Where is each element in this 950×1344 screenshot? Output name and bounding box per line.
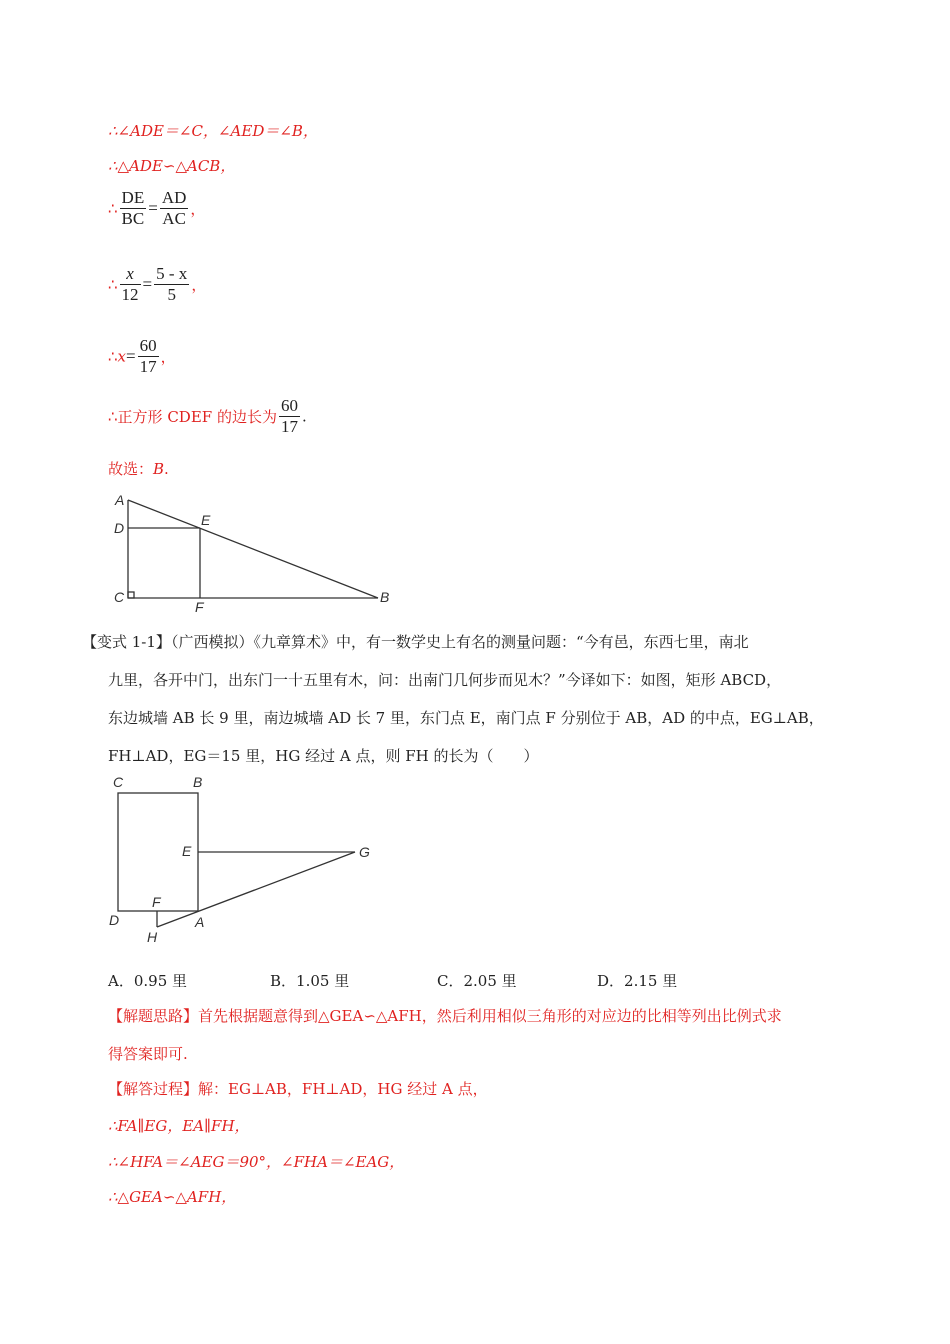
problem-tag: 【变式 1-1】	[82, 633, 171, 651]
label-b2: B	[193, 774, 203, 790]
fraction-ad-ac: $\frac{AD}{AC}$	[161, 188, 187, 228]
label-g2: G	[359, 844, 370, 860]
label-d: D	[114, 520, 125, 536]
problem-line-2: 九里，各开中门，出东门一十五里有木，问：出南门几何步而见木？”今译如下：如图，矩形 ABCD，	[108, 671, 782, 689]
segment-ab	[128, 500, 378, 598]
label-c2: C	[113, 774, 124, 790]
option-a[interactable]: A．0.95 里	[108, 972, 188, 990]
solution-line-1: ∴∠ADE＝∠C，∠AED＝∠B，	[108, 122, 318, 140]
figure-city-wall	[105, 772, 385, 947]
segment-gh	[157, 852, 355, 927]
solution-line-2: ∴△ADE∽△ACB，	[108, 157, 236, 175]
process-tag: 【解答过程】	[108, 1080, 199, 1098]
fraction-de-bc: $\frac{DE}{BC}$	[121, 188, 145, 228]
right-angle-mark	[128, 592, 134, 598]
label-a: A	[115, 492, 125, 508]
option-d[interactable]: D．2.15 里	[597, 972, 678, 990]
figure-square-in-triangle	[110, 490, 400, 615]
option-c[interactable]: C．2.05 里	[437, 972, 517, 990]
process-line-4: ∴△GEA∽△AFH，	[108, 1188, 237, 1206]
fraction-60-17-answer: $\frac{60}{17}$	[280, 396, 298, 436]
process-line-3: ∴∠HFA＝∠AEG＝90°，∠FHA＝∠EAG，	[108, 1153, 405, 1171]
solution-line-3: ∴ $\frac{DE}{BC}$ = $\frac{AD}{AC}$ ，	[108, 188, 206, 228]
option-b[interactable]: B．1.05 里	[270, 972, 350, 990]
solution-line-4: ∴ $\frac{x}{12}$ = $\frac{5 - x}{5}$ ，	[108, 264, 207, 304]
process-line-2: ∴FA∥EG，EA∥FH，	[108, 1117, 250, 1135]
analysis-line-2: 得答案即可.	[108, 1045, 188, 1063]
problem-line-3: 东边城墙 AB 长 9 里，南边城墙 AD 长 7 里，东门点 E，南门点 F 分别位于 AB，AD 的中点，EG⊥AB，	[108, 709, 824, 727]
analysis-line-1: 【解题思路】首先根据题意得到△GEA∽△AFH，然后利用相似三角形的对应边的比相等列出比例式求	[108, 1007, 782, 1025]
fraction-x-12: $\frac{x}{12}$	[121, 264, 139, 304]
label-b: B	[380, 589, 390, 605]
problem-line-4: FH⊥AD，EG＝15 里，HG 经过 A 点，则 FH 的长为（ ）	[108, 747, 539, 765]
label-f2: F	[152, 894, 161, 910]
label-d2: D	[109, 912, 120, 928]
process-line-1: 【解答过程】解：EG⊥AB，FH⊥AD，HG 经过 A 点，	[108, 1080, 488, 1098]
label-h2: H	[147, 929, 158, 945]
label-c: C	[114, 589, 125, 605]
label-f: F	[195, 599, 204, 615]
label-e2: E	[182, 843, 192, 859]
label-a2: A	[195, 914, 205, 930]
solution-line-5: ∴x= $\frac{60}{17}$ ，	[108, 336, 176, 376]
fraction-60-17: $\frac{60}{17}$	[139, 336, 157, 376]
solution-line-6: ∴正方形 CDEF 的边长为 $\frac{60}{17}$ .	[108, 396, 307, 436]
fraction-5mx-5: $\frac{5 - x}{5}$	[156, 264, 188, 304]
problem-line-1: 【变式 1-1】（广西模拟）《九章算术》中，有一数学史上有名的测量问题：“今有邑，东西七里，南北	[82, 633, 749, 651]
choice-line: 故选：B.	[108, 460, 169, 478]
label-e: E	[201, 512, 211, 528]
analysis-tag: 【解题思路】	[108, 1007, 199, 1025]
